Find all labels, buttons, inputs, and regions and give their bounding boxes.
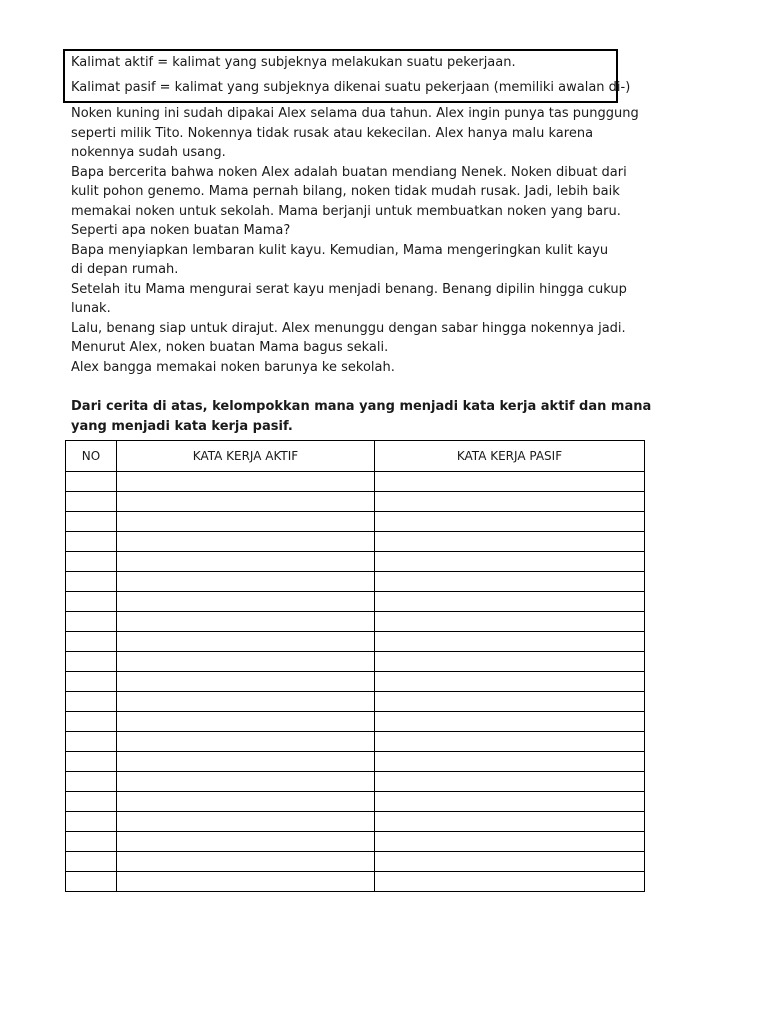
cell-active-verb[interactable] [117, 732, 375, 752]
table-row [66, 732, 645, 752]
table-row [66, 572, 645, 592]
cell-active-verb[interactable] [117, 552, 375, 572]
story-line: Bapa bercerita bahwa noken Alex adalah buatan mendiang Nenek. Noken dibuat dari [71, 164, 627, 180]
table-row [66, 512, 645, 532]
cell-no[interactable] [66, 812, 117, 832]
cell-no[interactable] [66, 532, 117, 552]
table-row [66, 752, 645, 772]
cell-active-verb[interactable] [117, 772, 375, 792]
cell-passive-verb[interactable] [375, 852, 645, 872]
story-line: Alex bangga memakai noken barunya ke sekolah. [71, 359, 395, 375]
cell-passive-verb[interactable] [375, 872, 645, 892]
cell-no[interactable] [66, 772, 117, 792]
cell-no[interactable] [66, 852, 117, 872]
table-row [66, 872, 645, 892]
cell-active-verb[interactable] [117, 592, 375, 612]
cell-passive-verb[interactable] [375, 572, 645, 592]
cell-passive-verb[interactable] [375, 772, 645, 792]
cell-active-verb[interactable] [117, 512, 375, 532]
table-row [66, 612, 645, 632]
cell-passive-verb[interactable] [375, 592, 645, 612]
story-line: seperti milik Tito. Nokennya tidak rusak atau kekecilan. Alex hanya malu karena [71, 125, 594, 141]
cell-no[interactable] [66, 592, 117, 612]
exercise-instruction [71, 397, 711, 436]
cell-no[interactable] [66, 512, 117, 532]
story-line: Noken kuning ini sudah dipakai Alex selama dua tahun. Alex ingin punya tas punggung [71, 106, 639, 121]
table-row [66, 672, 645, 692]
cell-passive-verb[interactable] [375, 832, 645, 852]
table-row [66, 472, 645, 492]
table-row [66, 832, 645, 852]
cell-active-verb[interactable] [117, 872, 375, 892]
cell-passive-verb[interactable] [375, 632, 645, 652]
cell-passive-verb[interactable] [375, 492, 645, 512]
table-row [66, 492, 645, 512]
cell-active-verb[interactable] [117, 812, 375, 832]
cell-no[interactable] [66, 712, 117, 732]
cell-passive-verb[interactable] [375, 652, 645, 672]
table-row [66, 852, 645, 872]
table-row [66, 532, 645, 552]
cell-active-verb[interactable] [117, 692, 375, 712]
story-line: memakai noken untuk sekolah. Mama berjanji untuk membuatkan noken yang baru. [71, 203, 621, 219]
table-row [66, 692, 645, 712]
header-no: NO [66, 441, 117, 472]
verb-classification-table [65, 440, 645, 892]
cell-active-verb[interactable] [117, 712, 375, 732]
cell-no[interactable] [66, 492, 117, 512]
table-row [66, 792, 645, 812]
cell-no[interactable] [66, 692, 117, 712]
story-line: lunak. [71, 301, 111, 316]
cell-no[interactable] [66, 572, 117, 592]
story-text [71, 104, 711, 377]
cell-no[interactable] [66, 552, 117, 572]
cell-passive-verb[interactable] [375, 512, 645, 532]
story-line: Setelah itu Mama mengurai serat kayu menjadi benang. Benang dipilin hingga cukup [71, 281, 627, 297]
cell-no[interactable] [66, 792, 117, 812]
story-line: Menurut Alex, noken buatan Mama bagus sekali. [71, 340, 389, 355]
cell-active-verb[interactable] [117, 532, 375, 552]
cell-active-verb[interactable] [117, 572, 375, 592]
cell-active-verb[interactable] [117, 652, 375, 672]
cell-active-verb[interactable] [117, 492, 375, 512]
cell-active-verb[interactable] [117, 612, 375, 632]
story-line: di depan rumah. [71, 262, 179, 277]
active-sentence-definition: Kalimat aktif = kalimat yang subjeknya melakukan suatu pekerjaan. [71, 55, 516, 70]
cell-passive-verb[interactable] [375, 752, 645, 772]
cell-passive-verb[interactable] [375, 792, 645, 812]
cell-active-verb[interactable] [117, 752, 375, 772]
table-row [66, 652, 645, 672]
table-header-row [66, 441, 645, 472]
cell-passive-verb[interactable] [375, 612, 645, 632]
cell-active-verb[interactable] [117, 632, 375, 652]
cell-no[interactable] [66, 632, 117, 652]
cell-no[interactable] [66, 672, 117, 692]
story-line: Bapa menyiapkan lembaran kulit kayu. Kemudian, Mama mengeringkan kulit kayu [71, 242, 609, 258]
story-line: Seperti apa noken buatan Mama? [71, 223, 291, 238]
cell-no[interactable] [66, 652, 117, 672]
table-row [66, 552, 645, 572]
cell-passive-verb[interactable] [375, 812, 645, 832]
header-passive-verb: KATA KERJA PASIF [375, 441, 645, 472]
cell-no[interactable] [66, 752, 117, 772]
cell-no[interactable] [66, 832, 117, 852]
table-row [66, 592, 645, 612]
story-line: kulit pohon genemo. Mama pernah bilang, noken tidak mudah rusak. Jadi, lebih baik [71, 184, 620, 199]
cell-active-verb[interactable] [117, 472, 375, 492]
cell-no[interactable] [66, 732, 117, 752]
cell-no[interactable] [66, 872, 117, 892]
cell-no[interactable] [66, 472, 117, 492]
cell-passive-verb[interactable] [375, 712, 645, 732]
passive-sentence-definition: Kalimat pasif = kalimat yang subjeknya dikenai suatu pekerjaan (memiliki awalan di-) [71, 80, 631, 95]
cell-passive-verb[interactable] [375, 692, 645, 712]
table-row [66, 772, 645, 792]
cell-active-verb[interactable] [117, 852, 375, 872]
table-row [66, 632, 645, 652]
cell-passive-verb[interactable] [375, 552, 645, 572]
cell-active-verb[interactable] [117, 672, 375, 692]
cell-active-verb[interactable] [117, 832, 375, 852]
cell-passive-verb[interactable] [375, 672, 645, 692]
cell-passive-verb[interactable] [375, 532, 645, 552]
table-row [66, 712, 645, 732]
cell-no[interactable] [66, 612, 117, 632]
cell-passive-verb[interactable] [375, 732, 645, 752]
header-active-verb: KATA KERJA AKTIF [117, 441, 375, 472]
story-line: nokennya sudah usang. [71, 145, 226, 160]
story-line: Lalu, benang siap untuk dirajut. Alex menunggu dengan sabar hingga nokennya jadi. [71, 320, 626, 336]
instruction-line: Dari cerita di atas, kelompokkan mana yang menjadi kata kerja aktif dan mana [71, 399, 652, 414]
instruction-line: yang menjadi kata kerja pasif. [71, 418, 293, 434]
cell-passive-verb[interactable] [375, 472, 645, 492]
table-row [66, 812, 645, 832]
cell-active-verb[interactable] [117, 792, 375, 812]
